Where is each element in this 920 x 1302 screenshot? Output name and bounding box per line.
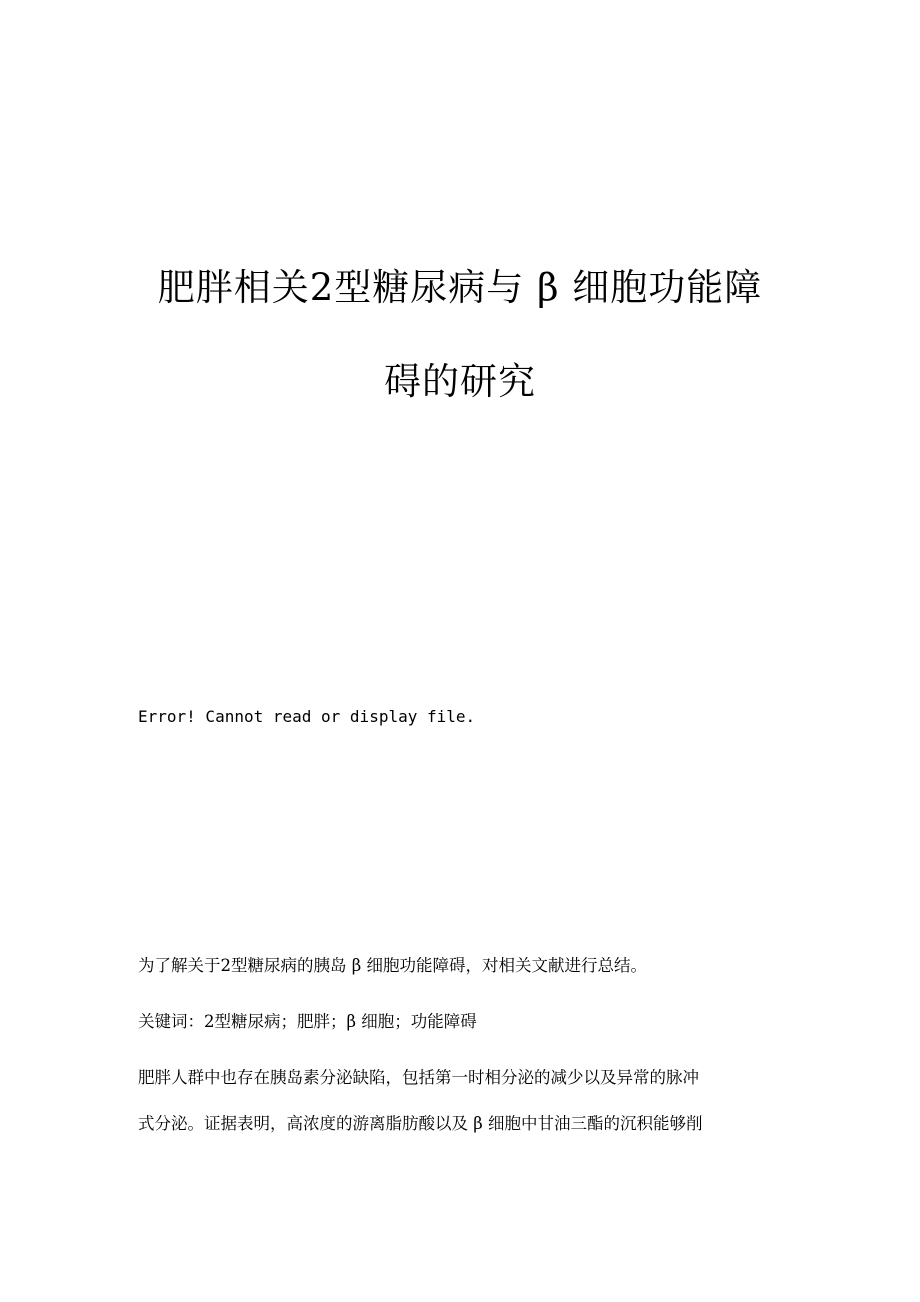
image-error-message: Error! Cannot read or display file. bbox=[138, 707, 476, 726]
keywords-text: 关键词：2型糖尿病；肥胖；β 细胞；功能障碍 bbox=[138, 1012, 477, 1031]
body-text-line-2: 式分泌。证据表明，高浓度的游离脂肪酸以及 β 细胞中甘油三酯的沉积能够削 bbox=[138, 1114, 703, 1133]
document-title-line-1: 肥胖相关2型糖尿病与 β 细胞功能障 bbox=[157, 266, 763, 309]
body-text-line-1: 肥胖人群中也存在胰岛素分泌缺陷，包括第一时相分泌的减少以及异常的脉冲 bbox=[138, 1068, 699, 1087]
document-title-line-2: 碍的研究 bbox=[384, 360, 536, 403]
abstract-text: 为了解关于2型糖尿病的胰岛 β 细胞功能障碍，对相关文献进行总结。 bbox=[138, 956, 648, 975]
